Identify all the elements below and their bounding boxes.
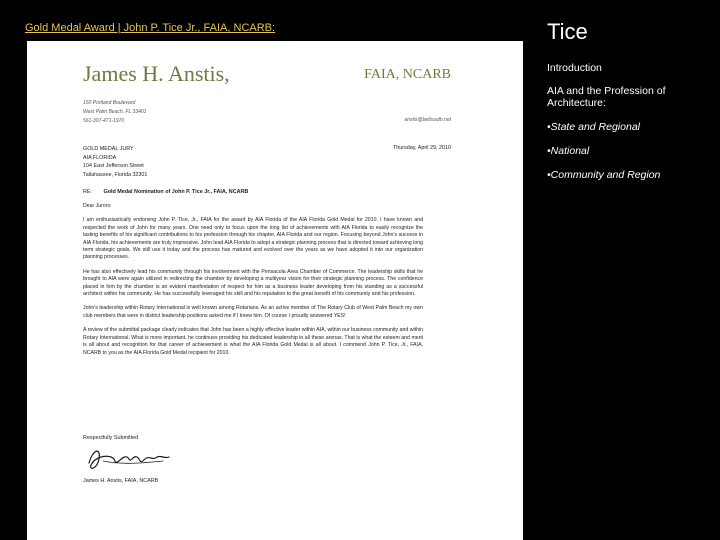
salutation: Dear Jurors:	[83, 203, 112, 209]
letter-date: Thursday, April 29, 2010	[392, 145, 451, 151]
slide-title[interactable]: Gold Medal Award | John P. Tice Jr., FAIA, NCARB:	[25, 22, 276, 34]
sidebar-title: Tice	[547, 19, 588, 44]
sender-address	[83, 99, 146, 126]
recipient-line: AIA FLORIDA	[83, 154, 117, 161]
body-paragraph: He has also effectively lead his community through his involvement with the Pensacola Area Chamber of Commerce. The leadership skills that he brought to AIA were again utilized in redirecting the chamber by developing a multiyear vision for their strategic planning process. The confidence placed in him by the chamber is an evident manifestation of respect for him as a business leader developing from his standing as a successful architect within his community. He has successfully leveraged his skill and his reputation to the great benefit of his community and his profession.	[83, 268, 423, 298]
subject-text: Gold Medal Nomination of John P. Tice Jr., FAIA, NCARB	[103, 189, 249, 195]
sidebar-item-national[interactable]: •National	[547, 145, 590, 157]
subject-label: RE:	[83, 189, 92, 195]
body-paragraph: John's leadership within Rotary International is well known among Rotarians. As an active member of The Rotary Club of West Palm Beach my own club members that were in district leadership positions asked me if I knew him. Of course I proudly answered YES!	[83, 305, 423, 319]
closing: Respectfully Submitted	[83, 435, 139, 441]
address-line: West Palm Beach, FL 33401	[83, 109, 147, 115]
recipient-line: GOLD MEDAL JURY	[83, 146, 134, 152]
recipient-line: Tallahassee, Florida 32301	[83, 171, 148, 178]
letter-page	[27, 41, 523, 540]
sender-email: anstis@bellsouth.net	[404, 117, 451, 123]
body-paragraph: I am enthusiastically endorsing John P. Tice, Jr., FAIA for the award by AIA Florida of the AIA Florida Gold Medal for 2010. I have known and respected the work of John for many years. One need only to focus upon the long list of achievements with AIA Florida to easily recognize the lasting benefits of his significant contributions to his profession through his chapter, AIA Florida and our region. Focusing beyond John's success in AIA Florida, his achievements are truly impressive. John lead AIA Florida to adopt a strategic planning process that is directed toward achieving long term strategic goals. We still use it today and the process has matured and evolved over the years as we have adopted it into our organization planning processes.	[83, 217, 423, 261]
letter-body	[83, 203, 423, 364]
body-paragraph: A review of the submittal package clearly indicates that John has been a highly effective leader within AIA, within our business community and within Rotary International. What is more important, he continues providing his dedicated leadership in all these arenas. That is what the esteem and merit is all about and recognition for that career of achievement is what the AIA Florida Gold Medal is all about. I commend John P. Tice, Jr., FAIA, NCARB to you as the AIA Florida Gold Medal recipient for 2010.	[83, 327, 423, 356]
recipient-line: 104 East Jefferson Street	[83, 163, 144, 169]
sidebar-item-introduction[interactable]: Introduction	[547, 62, 602, 74]
address-line: 561-307-471-1970	[83, 118, 125, 124]
recipient-address	[83, 145, 147, 179]
letterhead-credentials: FAIA, NCARB	[364, 67, 451, 82]
sidebar-item-state-regional[interactable]: •State and Regional	[547, 121, 640, 133]
subject-line	[83, 189, 248, 195]
address-line: 150 Portland Boulevard	[83, 100, 136, 106]
signer-name: James H. Anstis, FAIA, NCARB	[83, 478, 159, 484]
signature-icon	[83, 443, 183, 475]
sidebar-item-aia-profession[interactable]: AIA and the Profession of Architecture:	[547, 85, 666, 109]
sidebar-item-community-region[interactable]: •Community and Region	[547, 169, 661, 181]
letterhead-name: James H. Anstis,	[83, 61, 230, 86]
